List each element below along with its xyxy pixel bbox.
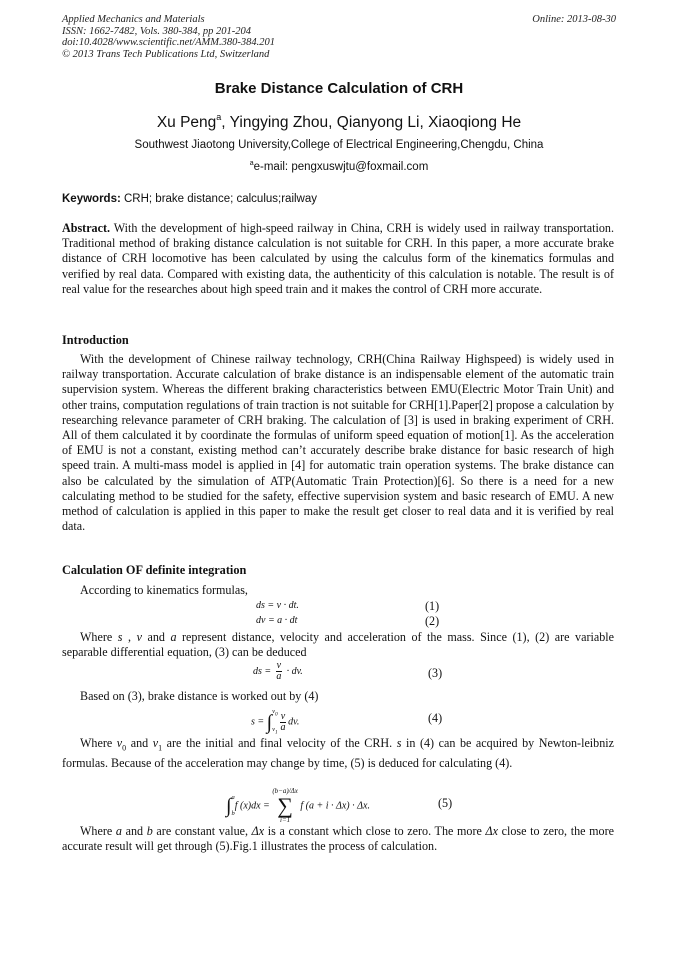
equation-2-number: (2) bbox=[425, 614, 440, 628]
doi-line[interactable]: doi:10.4028/www.scientific.net/AMM.380-384.201 bbox=[62, 37, 275, 48]
where2-c: are the initial and final velocity of the CRH. bbox=[162, 736, 397, 750]
intro-heading: Introduction bbox=[62, 333, 129, 347]
equation-5: ∫ a b f (x)dx = (b−a)/Δx ∑ i=1 f (a + i · Δx) · Δx. bbox=[226, 787, 370, 824]
intro-text: With the development of Chinese railway technology, CRH(China Railway Highspeed) is widely used in railway transportation. Accurate calculation of brake distance is an indispensable element of the automatic train supervision system. Whereas the different braking characteristics between EMU(Electric Motor Train Unit) and other trains, computation regulations of train traction is not suitable for CRH[1].Paper[2] propose a calculation by researching relevance parameter of CRH braking. The calculation of [3] is used in braking experiment of CRH. All of them calculated it by coordinate the formulas of uniform speed equation of motion[1]. As the acceleration of EMU is not a constant, existing method can’t accurately describe brake distance for basic research of high speed train. A multi-mass model is applied in [4] for automatic train operation systems. The brake distance can also be calculated by the simulation of ATP(Automatic Train Protection)[6]. So there is a need for a new calculating method to be studied for the safety, effective supervision system and basic research of EMU. A new method of calculation is applied in this paper to make the result get closer to real data and it is verified by real data. bbox=[62, 352, 614, 534]
intro-paragraph bbox=[62, 352, 614, 534]
equation-5-number: (5) bbox=[438, 796, 453, 810]
online-date: Online: 2013-08-30 bbox=[532, 14, 616, 25]
author-list bbox=[0, 112, 678, 132]
where-paragraph-1: Where s , v and a represent distance, velocity and acceleration of the mass. Since (1), (2) are variable separable differential equation, (3) can be deduced bbox=[62, 630, 614, 660]
email-superscript: a bbox=[249, 160, 254, 167]
abstract-text: With the development of high-speed railway in China, CRH is widely used in railway transportation. Traditional method of braking distance calculation is not suitable for CRH. In this paper, a more accurate brake distance of CRH locomotive has been calculated by using the calculus form of the kinematics formulas and verified by real data. Compared with existing data, the authenticity of this calculation is notable. The result is of real value for the researches about high speed train and it makes the control of CRH more accurate. bbox=[62, 221, 614, 296]
where-paragraph-2: Where $v_0$ and $v_1$ are the initial and final velocity of the CRH. s in (4) can be acquired by Newton-leibniz formulas. Because of the acceleration may change by time, (5) is deduced for calculating (4). bbox=[62, 736, 614, 770]
where2-a: Where bbox=[80, 736, 117, 750]
keywords-label: Keywords: bbox=[62, 193, 121, 205]
author-superscript: a bbox=[216, 112, 222, 122]
keywords-text: CRH; brake distance; calculus;railway bbox=[120, 193, 318, 205]
equation-4: s = ∫ $v_0$ $v_1$ $\frac{v}{a}$ dv. bbox=[251, 708, 300, 736]
where3-e: close to zero, the more accurate result will get through (5).Fig.1 illustrates the process of calculation. bbox=[62, 824, 614, 854]
calc-heading: Calculation OF definite integration bbox=[62, 563, 247, 577]
equation-2: dv = a · dt bbox=[256, 615, 298, 626]
affiliation: Southwest Jiaotong University,College of Electrical Engineering,Chengdu, China bbox=[134, 139, 544, 151]
where3-d: is a constant which close to zero. The more bbox=[264, 824, 486, 838]
equation-4-number: (4) bbox=[428, 711, 443, 725]
abstract-label: Abstract. bbox=[62, 221, 111, 235]
where1-c: represent distance, velocity and acceleration of the mass. Since (1), (2) are variable separable differential equation, (3) can be deduced bbox=[62, 630, 614, 660]
where-paragraph-3: Where a and b are constant value, Δx is a constant which close to zero. The more Δx close to zero, the more accurate result will get through (5).Fig.1 illustrates the process of calculation. bbox=[62, 824, 614, 854]
abstract-paragraph bbox=[62, 221, 614, 297]
other-authors: , Yingying Zhou, Qianyong Li, Xiaoqiong He bbox=[221, 114, 522, 131]
where1-b: and bbox=[141, 630, 171, 644]
issn-line: ISSN: 1662-7482, Vols. 380-384, pp 201-204 bbox=[62, 25, 251, 37]
where2-d: in (4) can be acquired by Newton-leibniz formulas. Because of the acceleration may change by time, (5) is deduced for calculating (4). bbox=[62, 736, 614, 770]
paper-title: Brake Distance Calculation of CRH bbox=[214, 80, 464, 97]
based-on-line: Based on (3), brake distance is worked out by (4) bbox=[80, 689, 319, 703]
journal-name: Applied Mechanics and Materials bbox=[62, 14, 205, 25]
equation-3-number: (3) bbox=[428, 666, 443, 680]
where3-c: are constant value, bbox=[152, 824, 252, 838]
kinematics-intro: According to kinematics formulas, bbox=[80, 583, 248, 597]
equation-1: ds = v · dt. bbox=[256, 600, 299, 611]
where3-a: Where bbox=[80, 824, 116, 838]
author-email bbox=[0, 160, 678, 173]
first-author: Xu Peng bbox=[156, 114, 217, 131]
where2-b: and bbox=[126, 736, 153, 750]
equation-3: ds = $\frac{v}{a}$ · dv. bbox=[253, 660, 303, 682]
email-text[interactable]: e-mail: pengxuswjtu@foxmail.com bbox=[253, 161, 429, 173]
journal-header bbox=[62, 14, 275, 60]
where1-a: Where bbox=[80, 630, 118, 644]
equation-1-number: (1) bbox=[425, 599, 440, 613]
where3-b: and bbox=[121, 824, 147, 838]
keywords bbox=[62, 193, 317, 205]
copyright-line: © 2013 Trans Tech Publications Ltd, Switzerland bbox=[62, 48, 270, 60]
